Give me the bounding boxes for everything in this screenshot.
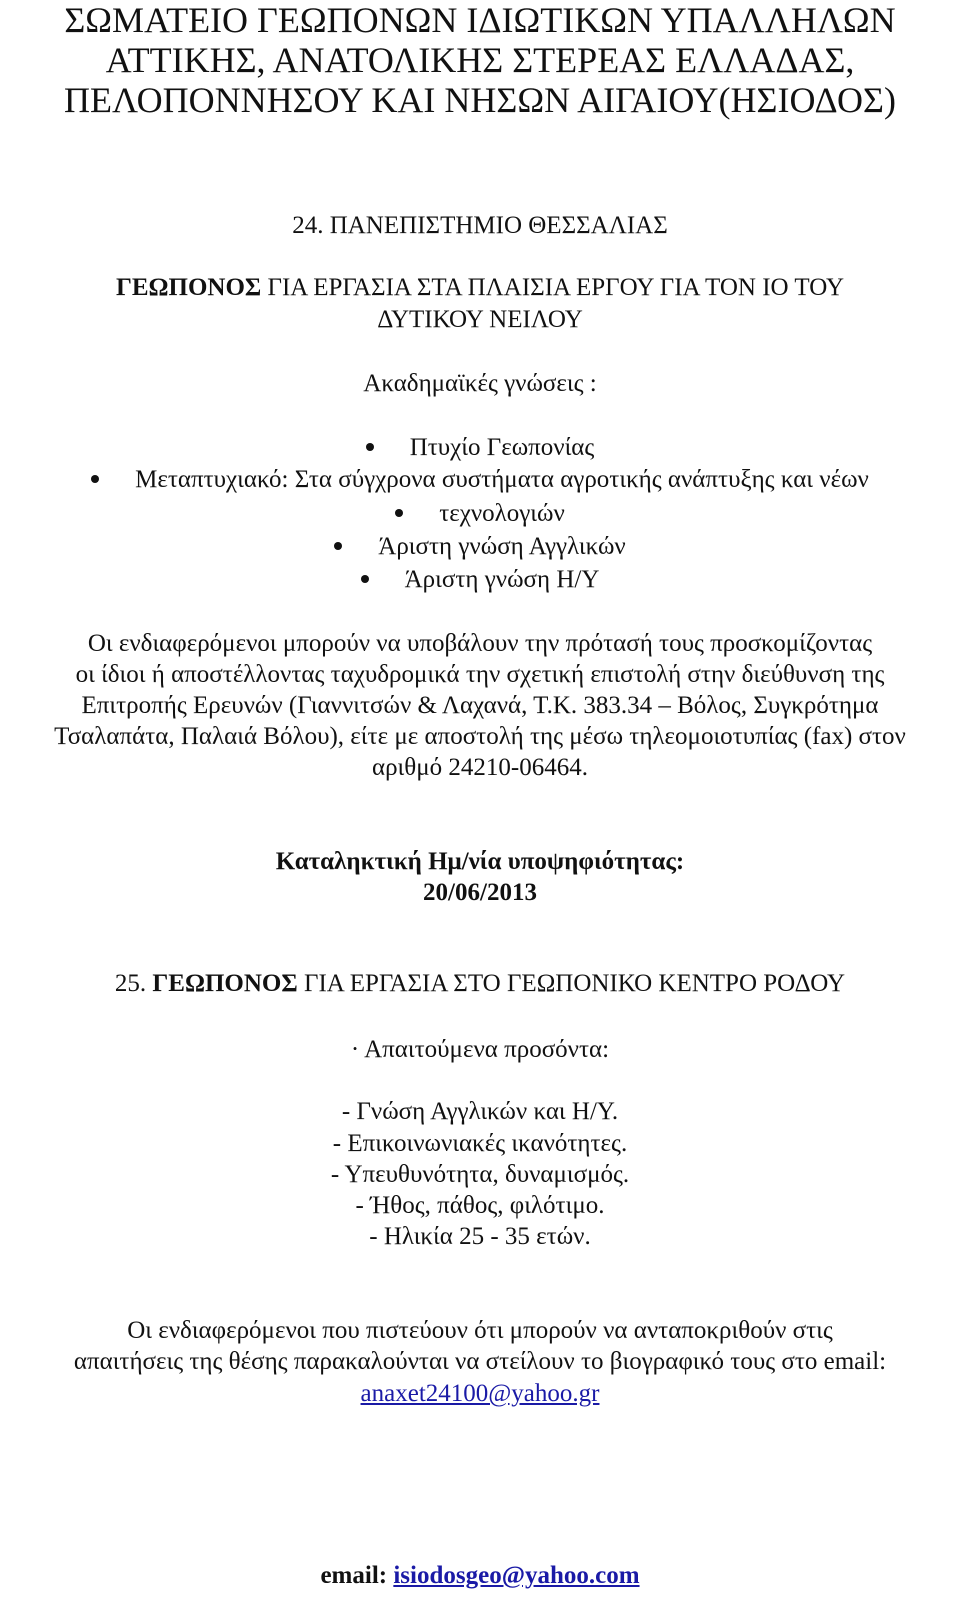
job24-title-bold: ΓΕΩΠΟΝΟΣ	[115, 274, 262, 301]
bullet-item: Πτυχίο Γεωπονίας	[0, 432, 960, 464]
bullet-item: Άριστη γνώση Η/Υ	[0, 564, 960, 596]
header-line-3: ΠΕΛΟΠΟΝΝΗΣΟΥ ΚΑΙ ΝΗΣΩΝ ΑΙΓΑΙΟΥ(ΗΣΙΟΔΟΣ)	[63, 80, 896, 120]
paragraph-line: Επιτροπής Ερευνών (Γιαννιτσών & Λαχανά, Τ.Κ. 383.34 – Βόλος, Συγκρότημα	[81, 692, 879, 719]
contact-email-line	[0, 1378, 960, 1410]
job24-title	[0, 272, 960, 304]
closing-line-1: Οι ενδιαφερόμενοι που πιστεύουν ότι μπορούν να ανταποκριθούν στις	[127, 1317, 833, 1344]
deadline-label: Καταληκτική Ημ/νία υποψηφιότητας:	[275, 848, 685, 875]
footer-email-label: email:	[320, 1562, 394, 1589]
requirement-item: - Ηλικία 25 - 35 ετών.	[369, 1223, 591, 1250]
requirement-item: - Επικοινωνιακές ικανότητες.	[332, 1130, 628, 1157]
deadline-date: 20/06/2013	[423, 879, 537, 906]
contact-email-link[interactable]: anaxet24100@yahoo.gr	[360, 1380, 600, 1407]
paragraph-line: αριθμό 24210-06464.	[371, 754, 588, 781]
paragraph-line: Τσαλαπάτα, Παλαιά Βόλου), είτε με αποστολή της μέσω τηλεομοιοτυπίας (fax) στον	[54, 723, 906, 750]
academic-label: Ακαδημαϊκές γνώσεις :	[363, 370, 597, 397]
job25-title	[0, 968, 960, 1000]
requirement-item: - Γνώση Αγγλικών και Η/Υ.	[341, 1098, 619, 1125]
requirements-label: · Απαιτούμενα προσόντα:	[350, 1036, 610, 1063]
job25-title-bold: ΓΕΩΠΟΝΟΣ	[152, 970, 298, 997]
closing-line-2: απαιτήσεις της θέσης παρακαλούνται να στείλουν το βιογραφικό τους στο email:	[73, 1348, 887, 1375]
job24-heading: 24. ΠΑΝΕΠΙΣΤΗΜΙΟ ΘΕΣΣΑΛΙΑΣ	[292, 212, 668, 239]
paragraph-line: οι ίδιοι ή αποστέλλοντας ταχυδρομικά την σχετική επιστολή στην διεύθυνση της	[75, 661, 885, 688]
footer-email-link[interactable]: isiodosgeo@yahoo.com	[393, 1562, 640, 1589]
bullet-item: τεχνολογιών	[0, 498, 960, 530]
job24-title-rest: ΓΙΑ ΕΡΓΑΣΙΑ ΣΤΑ ΠΛΑΙΣΙΑ ΕΡΓΟΥ ΓΙΑ ΤΟΝ ΙΟ ΤΟΥ	[261, 274, 845, 301]
header-line-1: ΣΩΜΑΤΕΙΟ ΓΕΩΠΟΝΩΝ ΙΔΙΩΤΙΚΩΝ ΥΠΑΛΛΗΛΩΝ	[64, 0, 896, 40]
bullet-item: Μεταπτυχιακό: Στα σύγχρονα συστήματα αγροτικής ανάπτυξης και νέων	[0, 464, 960, 496]
bullet-item: Άριστη γνώση Αγγλικών	[0, 531, 960, 563]
requirement-item: - Ήθος, πάθος, φιλότιμο.	[355, 1192, 605, 1219]
job25-title-rest: ΓΙΑ ΕΡΓΑΣΙΑ ΣΤΟ ΓΕΩΠΟΝΙΚΟ ΚΕΝΤΡΟ ΡΟΔΟΥ	[297, 970, 846, 997]
paragraph-line: Οι ενδιαφερόμενοι μπορούν να υποβάλουν την πρότασή τους προσκομίζοντας	[87, 630, 873, 657]
requirement-item: - Υπευθυνότητα, δυναμισμός.	[330, 1161, 630, 1188]
footer-email-line	[0, 1560, 960, 1592]
header-line-2: ΑΤΤΙΚΗΣ, ΑΝΑΤΟΛΙΚΗΣ ΣΤΕΡΕΑΣ ΕΛΛΑΔΑΣ,	[105, 40, 855, 80]
job24-title-line2: ΔΥΤΙΚΟΥ ΝΕΙΛΟΥ	[377, 306, 583, 333]
job25-number: 25.	[114, 970, 153, 997]
